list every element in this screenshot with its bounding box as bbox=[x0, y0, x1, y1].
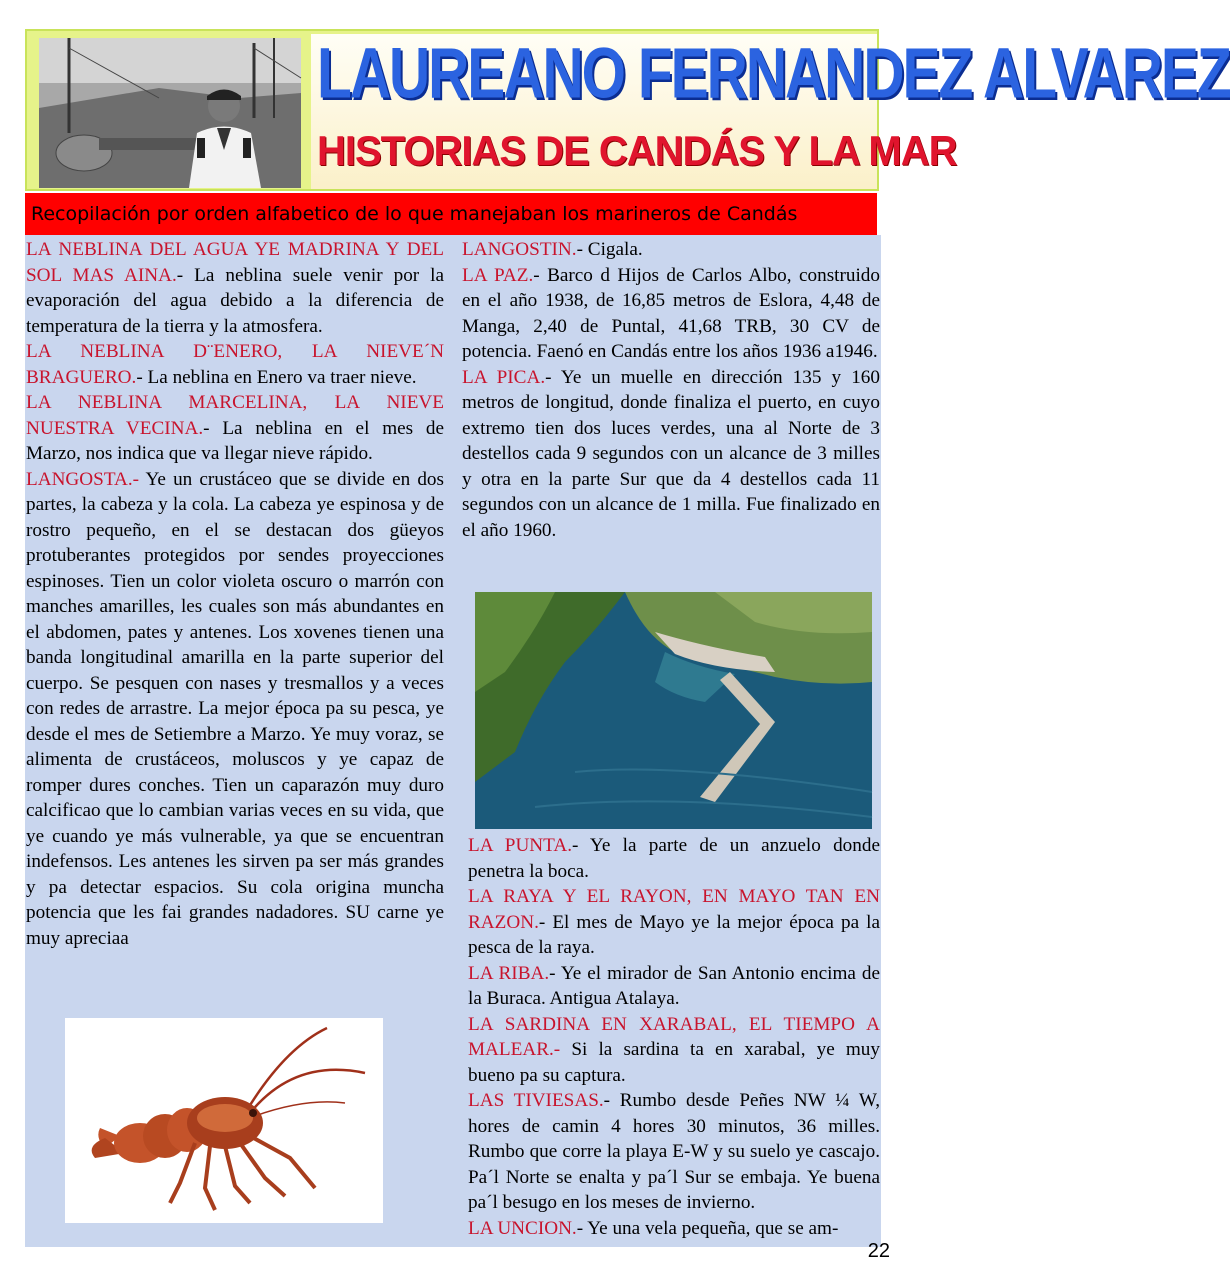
lobster-illustration bbox=[65, 1018, 383, 1223]
entry-definition: - Ye un muelle en dirección 135 y 160 metros de longitud, donde finaliza el puerto, en cuyo extremo tien dos luces verdes, una al Norte de 3 destellos cada 9 segundos con un alcance de 3 milles y otra en la parte Sur que da 4 destellos cada 11 segundos con un alcance de 1 milla. Fue finalizado en el año 1960. bbox=[462, 366, 880, 541]
left-column bbox=[26, 237, 444, 951]
title-panel bbox=[311, 33, 1230, 189]
entry-term: LANGOSTA.- bbox=[26, 468, 140, 490]
entry-term: LA NEBLINA DEL AGUA YE MADRINA Y DEL SOL MAS AINA. bbox=[26, 239, 444, 286]
section-banner: Recopilación por orden alfabetico de lo que manejaban los marineros de Candás bbox=[25, 193, 877, 235]
header bbox=[25, 29, 1230, 191]
entry-definition: - Ye el mirador de San Antonio encima de la Buraca. Antigua Atalaya. bbox=[468, 962, 880, 1009]
entry bbox=[468, 1216, 880, 1242]
entry-term: LANGOSTIN. bbox=[462, 239, 577, 260]
entry-definition: Si la sardina ta en xarabal, ye muy bueno pa su captura. bbox=[468, 1039, 880, 1086]
entry-definition: - La neblina en Enero va traer nieve. bbox=[136, 366, 417, 388]
right-column-bottom bbox=[468, 833, 880, 1241]
entry bbox=[462, 365, 880, 544]
entry-term: LAS TIVIESAS. bbox=[468, 1090, 604, 1111]
entry bbox=[26, 390, 444, 467]
entry bbox=[462, 263, 880, 365]
entry-term: LA PICA. bbox=[462, 366, 546, 388]
entry-term: LA UNCION. bbox=[468, 1217, 577, 1239]
entry-term: LA RAYA Y EL RAYON, EN MAYO TAN EN RAZON. bbox=[468, 886, 880, 933]
entry bbox=[26, 339, 444, 390]
entry bbox=[26, 237, 444, 339]
lobster-image bbox=[65, 1018, 383, 1223]
entry-term: LA NEBLINA MARCELINA, LA NIEVE NUESTRA VECINA. bbox=[26, 392, 444, 439]
entry bbox=[462, 237, 880, 263]
entry-definition: - Barco d Hijos de Carlos Albo, construido en el año 1938, de 16,85 metros de Eslora, 4,48 de Manga, 2,40 de Puntal, 41,68 TRB, 30 CV de potencia. Faenó en Candás entre los años 1936 a1946. bbox=[462, 264, 880, 362]
entry-term: LA PAZ. bbox=[462, 264, 534, 286]
entry-term: LA PUNTA. bbox=[468, 835, 572, 856]
entry-term: LA SARDINA EN XARABAL, EL TIEMPO A MALEAR.- bbox=[468, 1013, 880, 1060]
entry-definition: - Cigala. bbox=[576, 239, 643, 260]
harbor-illustration bbox=[475, 592, 872, 829]
book-subtitle: HISTORIAS DE CANDÁS Y LA MAR bbox=[317, 128, 957, 175]
entry bbox=[26, 467, 444, 952]
entry-term: LA RIBA. bbox=[468, 962, 550, 984]
entry bbox=[468, 961, 880, 1012]
page-number: 22 bbox=[867, 1240, 890, 1262]
sailor-photo-illustration bbox=[39, 38, 301, 188]
entry bbox=[468, 884, 880, 961]
entry-definition: - Ye una vela pequeña, que se am- bbox=[576, 1217, 839, 1239]
harbor-aerial-image bbox=[475, 592, 872, 829]
author-name: LAUREANO FERNANDEZ ALVAREZ bbox=[317, 33, 1230, 114]
entry-definition: Ye un crustáceo que se divide en dos partes, la cabeza y la cola. La cabeza ye espinosa y de rostro pequeño, en el se destacan dos güeyos protuberantes protegidos por sendes proyecciones espinoses. Tien un color violeta oscuro o marrón con manches amarilles, les cuales son más abundantes en el abdomen, pates y antenes. Los xovenes tienen una banda longitudinal amarilla en la parte superior del cuerpo. Se pesquen con nases y tresmallos y a veces con redes de arrastre. La mejor época pa su pesca, ye desde el mes de Setiembre a Marzo. Ye muy voraz, se alimenta de crustáceos, moluscos y ye capaz de romper dures conches. Tien un caparazón muy duro calcificao que lo cambian varias veces en su vida, que ye cuando ye más vulnerable, ya que se encuentran indefensos. Les antenes les sirven pa ser más grandes y pa detectar espacios. Su cola origina muncha potencia que les fai grandes nadadores. SU carne ye muy apreciaa bbox=[26, 468, 444, 949]
right-column-top bbox=[462, 237, 880, 543]
entry-definition: - El mes de Mayo ye la mejor época pa la pesca de la raya. bbox=[468, 911, 880, 958]
entry-definition: - Rumbo desde Peñes NW ¼ W, hores de camin 4 hores 30 minutos, 36 milles. Rumbo que corre la playa E-W y su suelo ye cascajo. Pa´l Norte se enalta y pa´l Sur se embaja. Ye buena pa´l besugo en los meses de invierno. bbox=[468, 1090, 880, 1213]
entry-term: LA NEBLINA D¨ENERO, LA NIEVE´N BRAGUERO. bbox=[26, 341, 444, 388]
entry-definition: - La neblina suele venir por la evaporación del agua debido a la diferencia de temperatura de la tierra y la atmosfera. bbox=[26, 264, 444, 337]
entry bbox=[468, 1088, 880, 1216]
entry bbox=[468, 1012, 880, 1089]
entry-definition: - La neblina en el mes de Marzo, nos indica que va llegar nieve rápido. bbox=[26, 417, 445, 464]
entry bbox=[468, 833, 880, 884]
entry-definition: - Ye la parte de un anzuelo donde penetra la boca. bbox=[468, 835, 880, 882]
sailor-photo bbox=[39, 38, 301, 188]
